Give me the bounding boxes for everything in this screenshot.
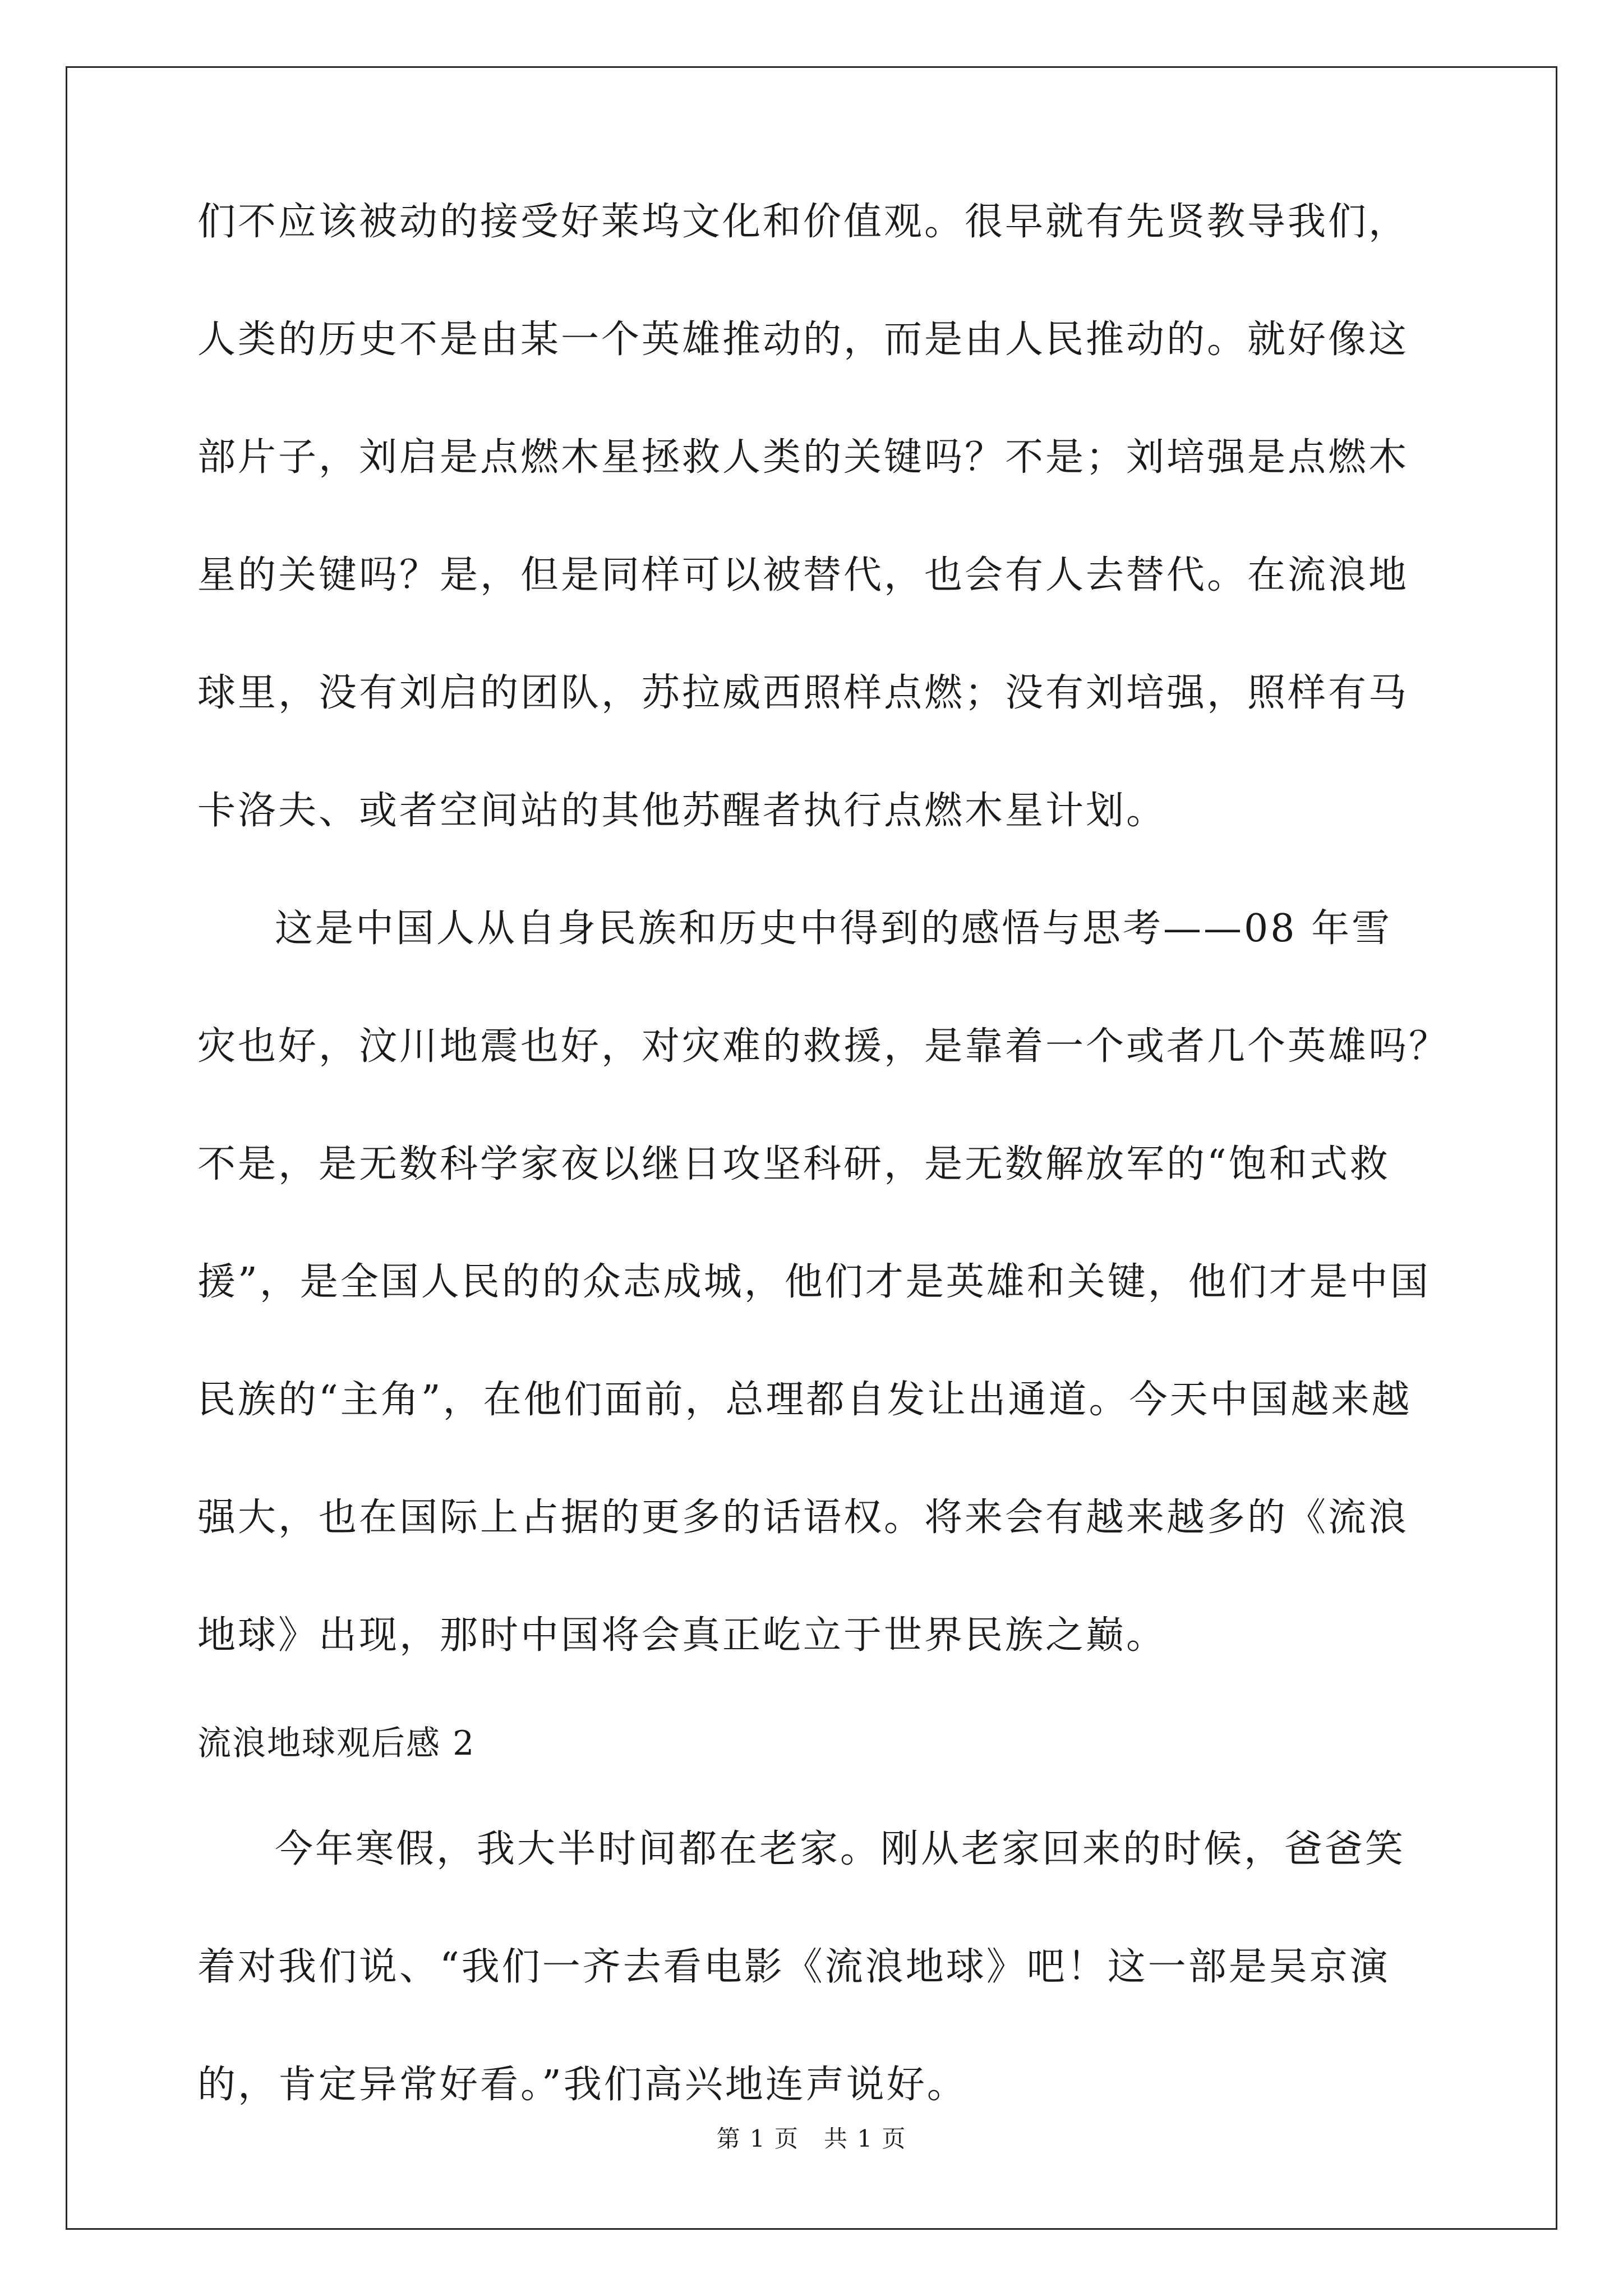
paragraph-line: 星的关键吗？是，但是同样可以被替代，也会有人去替代。在流浪地 — [197, 553, 1409, 597]
paragraph-line: 们不应该被动的接受好莱坞文化和价值观。很早就有先贤教导我们， — [197, 200, 1409, 244]
paragraph-line: 卡洛夫、或者空间站的其他苏醒者执行点燃木星计划。 — [197, 789, 1167, 833]
paragraph-line: 这是中国人从自身民族和历史中得到的感悟与思考——08 年雪 — [275, 907, 1393, 951]
paragraph-line: 着对我们说、“我们一齐去看电影《流浪地球》吧！这一部是吴京演 — [197, 1945, 1390, 1989]
paragraph-line: 地球》出现，那时中国将会真正屹立于世界民族之巅。 — [197, 1613, 1167, 1658]
page-footer: 第 1 页 共 1 页 — [716, 2125, 907, 2152]
paragraph-line: 部片子，刘启是点燃木星拯救人类的关键吗？不是；刘培强是点燃木 — [197, 435, 1409, 480]
paragraph-line: 人类的历史不是由某一个英雄推动的，而是由人民推动的。就好像这 — [197, 318, 1409, 362]
paragraph-line: 今年寒假，我大半时间都在老家。刚从老家回来的时候，爸爸笑 — [275, 1827, 1406, 1871]
section-heading: 流浪地球观后感 2 — [197, 1724, 476, 1763]
paragraph-line: 民族的“主角”，在他们面前，总理都自发让出通道。今天中国越来越 — [197, 1378, 1412, 1422]
paragraph-line: 的，肯定异常好看。”我们高兴地连声说好。 — [197, 2063, 967, 2107]
paragraph-line: 不是，是无数科学家夜以继日攻坚科研，是无数解放军的“饱和式救 — [197, 1142, 1390, 1186]
paragraph-line: 强大，也在国际上占据的更多的话语权。将来会有越来越多的《流浪 — [197, 1496, 1409, 1540]
paragraph-line: 援”，是全国人民的的众志成城，他们才是英雄和关键，他们才是中国 — [197, 1260, 1431, 1304]
paragraph-line: 灾也好，汶川地震也好，对灾难的救援，是靠着一个或者几个英雄吗？ — [197, 1024, 1450, 1069]
paragraph-line: 球里，没有刘启的团队，苏拉威西照样点燃；没有刘培强，照样有马 — [197, 671, 1409, 715]
